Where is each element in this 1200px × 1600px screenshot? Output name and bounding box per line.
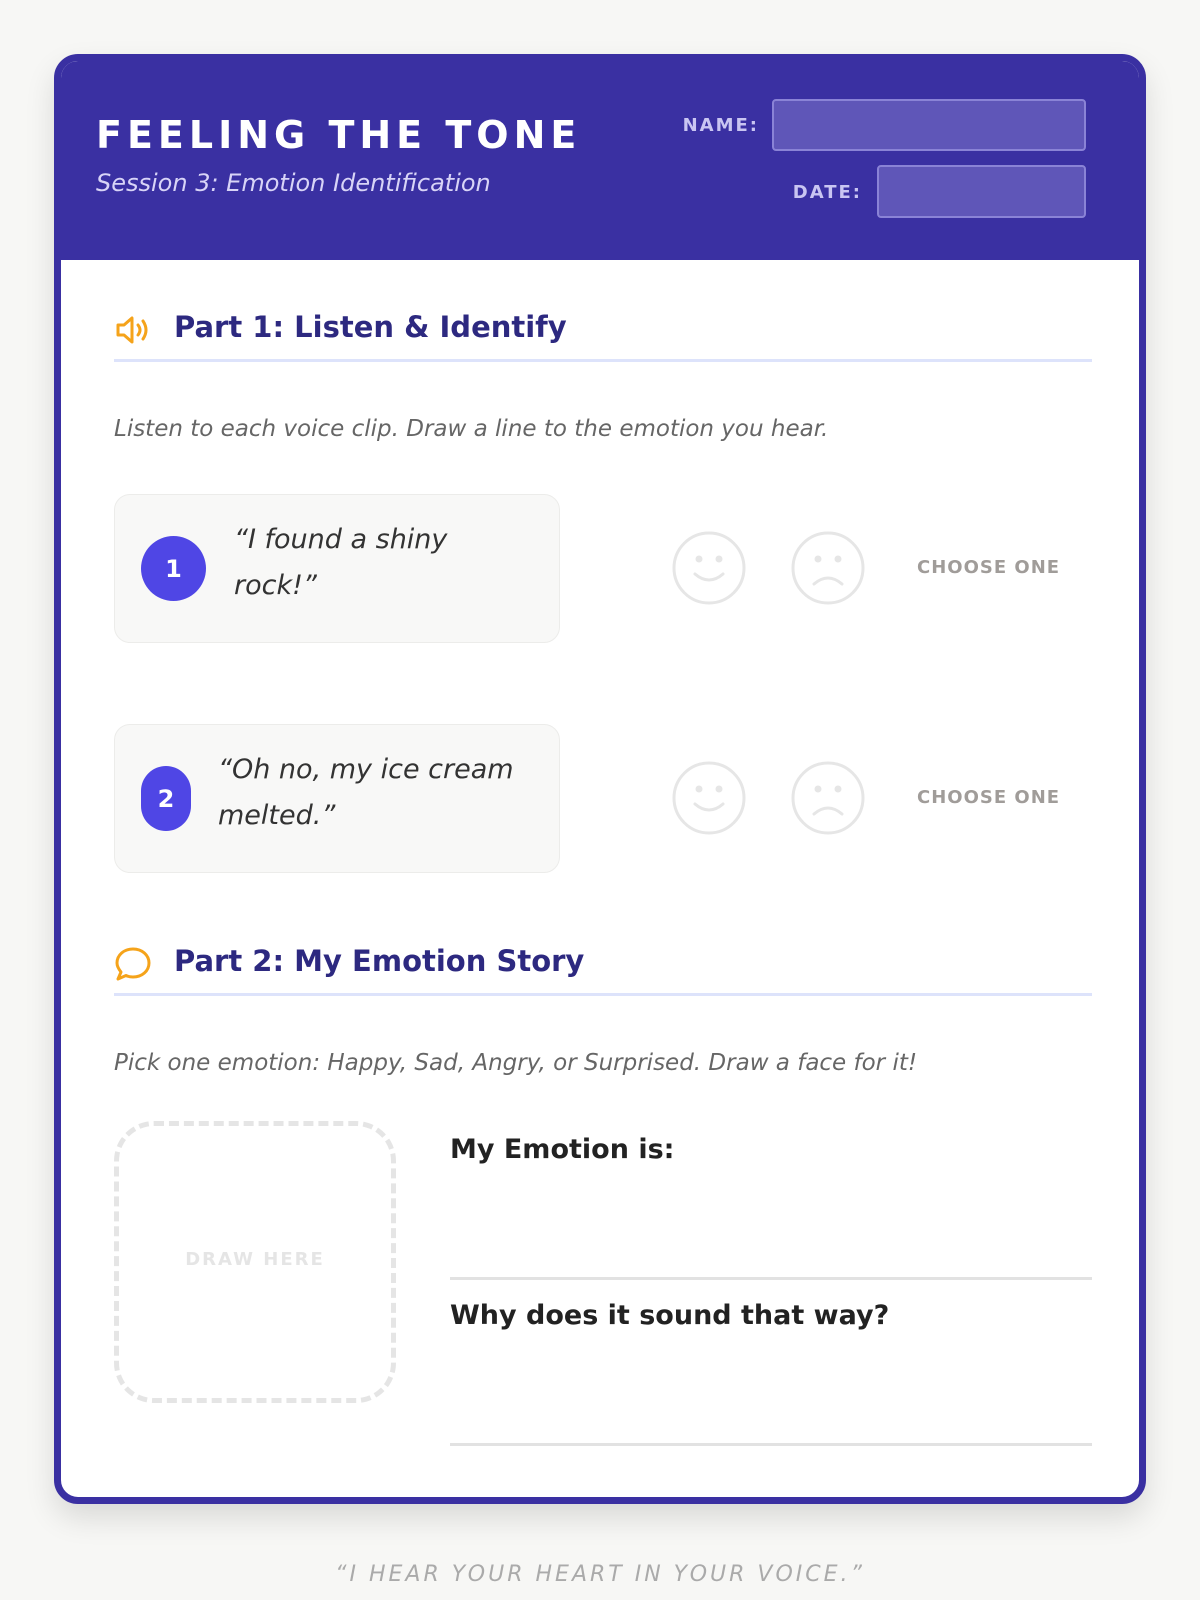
emotion-answer-line[interactable] xyxy=(450,1277,1092,1280)
happy-face-icon[interactable] xyxy=(671,530,747,606)
voice-clip-1[interactable] xyxy=(114,494,560,643)
worksheet-subtitle: Session 3: Emotion Identification xyxy=(96,169,491,197)
part2-header xyxy=(114,933,1092,996)
worksheet-card xyxy=(54,54,1146,1504)
part1-instructions: Listen to each voice clip. Draw a line to the emotion you hear. xyxy=(114,416,829,442)
clip-number-badge: 2 xyxy=(141,766,191,831)
part2-title: Part 2: My Emotion Story xyxy=(174,944,585,978)
speech-bubble-icon xyxy=(114,945,152,983)
happy-face-icon[interactable] xyxy=(671,760,747,836)
voice-clip-2[interactable] xyxy=(114,724,560,873)
choose-one-label: CHOOSE ONE xyxy=(917,557,1061,578)
date-label: DATE: xyxy=(792,182,862,203)
date-input[interactable] xyxy=(877,165,1086,218)
footer-quote: “I HEAR YOUR HEART IN YOUR VOICE.” xyxy=(335,1562,865,1587)
part2-instructions: Pick one emotion: Happy, Sad, Angry, or Surprised. Draw a face for it! xyxy=(114,1050,918,1076)
drawing-area[interactable] xyxy=(114,1121,396,1403)
sad-face-icon[interactable] xyxy=(790,530,866,606)
choose-one-label: CHOOSE ONE xyxy=(917,787,1061,808)
clip-quote: “I found a shiny rock!” xyxy=(234,524,448,601)
worksheet-header xyxy=(61,61,1139,260)
clip-quote: “Oh no, my ice cream melted.” xyxy=(218,754,514,831)
why-answer-line[interactable] xyxy=(450,1443,1092,1446)
name-label: NAME: xyxy=(682,115,759,136)
sad-face-icon[interactable] xyxy=(790,760,866,836)
part1-header xyxy=(114,299,1092,362)
name-input[interactable] xyxy=(772,99,1086,151)
draw-here-label: DRAW HERE xyxy=(185,1249,325,1270)
emotion-prompt: My Emotion is: xyxy=(450,1134,675,1165)
part1-title: Part 1: Listen & Identify xyxy=(174,310,567,344)
speaker-icon xyxy=(114,311,152,349)
why-prompt: Why does it sound that way? xyxy=(450,1300,890,1331)
clip-number-badge: 1 xyxy=(141,536,206,601)
worksheet-title: FEELING THE TONE xyxy=(96,113,582,157)
